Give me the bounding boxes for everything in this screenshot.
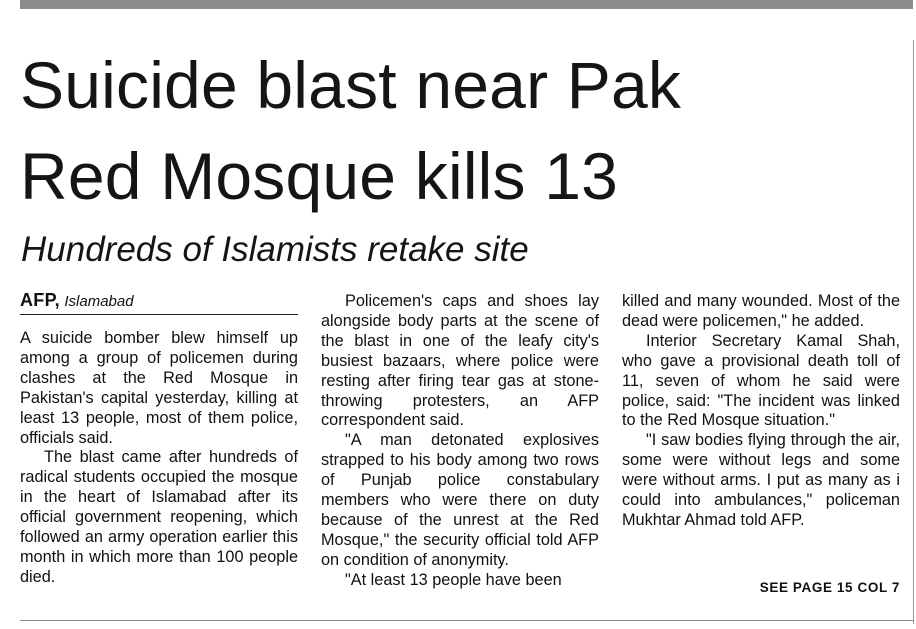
article-column-3 [622,292,900,531]
article-column-2 [321,292,599,591]
bottom-border-rule [20,620,914,621]
byline-separator: , [54,290,60,310]
byline [20,290,298,315]
article-column-1 [20,329,298,588]
right-border-rule [913,40,914,624]
article-paragraph: "At least 13 people have been [345,570,562,589]
byline-agency: AFP [20,290,55,310]
headline-line-1: Suicide blast near Pak [20,48,682,122]
article-paragraph: "A man detonated explosives strapped to his body among two rows of Punjab police constabulary members who were there on duty because of the unrest at the Red Mosque," the security official told AFP on condition of anonymity. [321,431,599,569]
byline-location: Islamabad [64,293,134,310]
headline-line-2: Red Mosque kills 13 [20,139,619,213]
article-paragraph: Policemen's caps and shoes lay alongside body parts at the scene of the blast in one of the leafy city's busiest bazaars, where police were resting after firing tear gas at stone-throwing protesters, an AFP correspondent said. [321,292,599,430]
headline [20,40,910,222]
subheadline: Hundreds of Islamists retake site [21,230,529,269]
byline-underline [20,314,298,315]
continued-jump-line[interactable]: SEE PAGE 15 COL 7 [759,580,900,595]
article-paragraph: A suicide bomber blew himself up among a group of policemen during clashes at the Red Mosque in Pakistan's capital yesterday, killing at least 13 people, most of them police, officials said. [20,329,298,447]
top-border-rule [20,0,913,9]
article-paragraph: The blast came after hundreds of radical students occupied the mosque in the heart of Islamabad after its official government reopening, which followed an army operation earlier this month in which more than 100 people died. [20,448,298,586]
article-paragraph: "I saw bodies flying through the air, some were without legs and some were without arms. I put as many as i could into ambulances," policeman Mukhtar Ahmad told AFP. [622,431,900,529]
article-paragraph: killed and many wounded. Most of the dead were policemen," he added. [622,292,900,330]
article-paragraph: Interior Secretary Kamal Shah, who gave a provisional death toll of 11, seven of whom he said were police, said: "The incident was linked to the Red Mosque situation." [622,331,900,430]
